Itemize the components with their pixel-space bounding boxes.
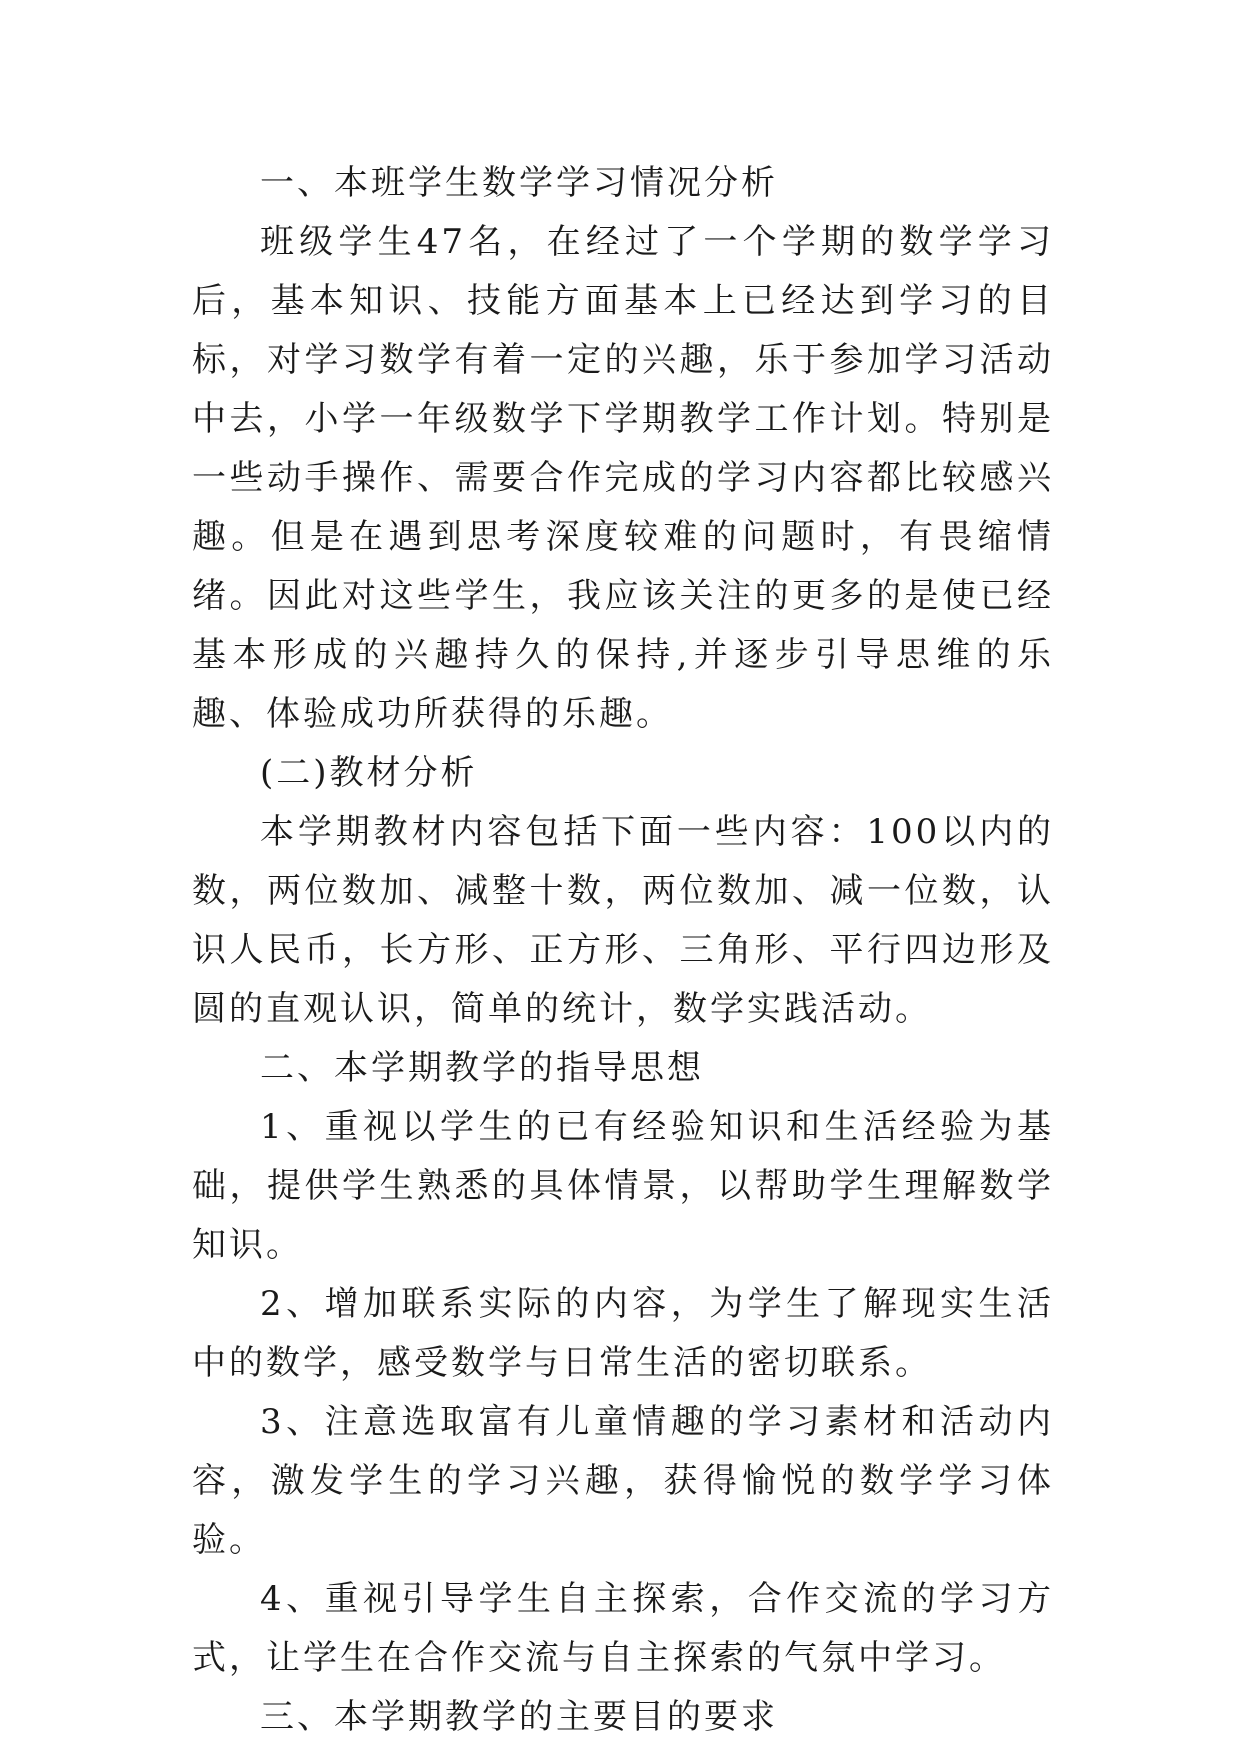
list-item-2: 2、增加联系实际的内容，为学生了解现实生活中的数学，感受数学与日常生活的密切联系。 — [192, 1284, 1054, 1383]
document-body — [192, 154, 1054, 1747]
list-item-1: 1、重视以学生的已有经验知识和生活经验为基础，提供学生熟悉的具体情景，以帮助学生理解数学知识。 — [192, 1107, 1054, 1265]
list-item-4: 4、重视引导学生自主探索，合作交流的学习方式，让学生在合作交流与自主探索的气氛中学习。 — [192, 1579, 1054, 1678]
section-heading-1: 一、本班学生数学学习情况分析 — [260, 163, 778, 203]
paragraph-student-analysis: 班级学生47名，在经过了一个学期的数学学习后，基本知识、技能方面基本上已经达到学习的目标，对学习数学有着一定的兴趣，乐于参加学习活动中去，小学一年级数学下学期教学工作计划。特别是一些动手操作、需要合作完成的学习内容都比较感兴趣。但是在遇到思考深度较难的问题时，有畏缩情绪。因此对这些学生，我应该关注的更多的是使已经基本形成的兴趣持久的保持,并逐步引导思维的乐趣、体验成功所获得的乐趣。 — [192, 222, 1054, 734]
section-heading-3: 三、本学期教学的主要目的要求 — [260, 1697, 778, 1737]
list-item-3: 3、注意选取富有儿童情趣的学习素材和活动内容，激发学生的学习兴趣，获得愉悦的数学学习体验。 — [192, 1402, 1054, 1560]
section-heading-textbook-analysis: (二)教材分析 — [260, 753, 478, 793]
paragraph-textbook-content: 本学期教材内容包括下面一些内容：100以内的数，两位数加、减整十数，两位数加、减一位数，认识人民币，长方形、正方形、三角形、平行四边形及圆的直观认识，简单的统计，数学实践活动。 — [192, 812, 1054, 1029]
section-heading-2: 二、本学期教学的指导思想 — [260, 1048, 704, 1088]
